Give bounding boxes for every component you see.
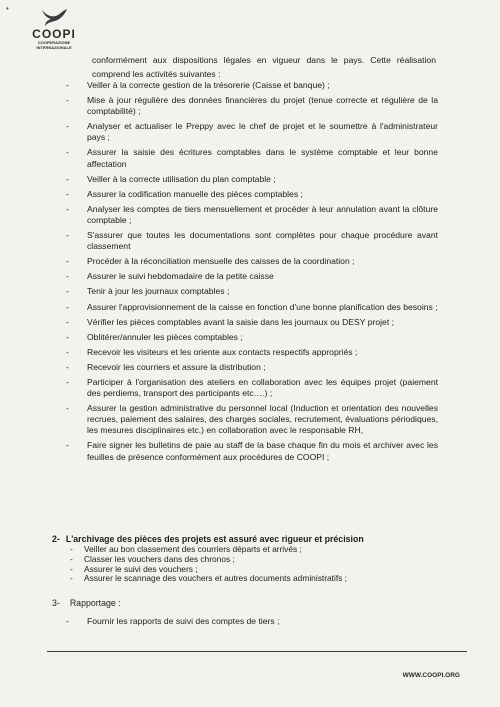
- bird-logo-icon: [39, 6, 69, 28]
- list-item-text: Vérifier les pièces comptables avant la saisie dans les journaux ou DESY projet ;: [87, 316, 394, 327]
- list-item: [66, 230, 438, 252]
- section-3-heading: [52, 598, 121, 608]
- dash-bullet: -: [70, 553, 73, 564]
- logo-tagline-1: COOPERAZIONE: [37, 40, 71, 45]
- list-item-text: Classer les vouchers dans des chronos ;: [84, 553, 235, 564]
- list-item-text: Fournir les rapports de suivi des comptes de tiers ;: [87, 616, 280, 626]
- list-item-text: Veiller au bon classement des courriers départs et arrivés ;: [84, 544, 302, 554]
- list-item: [66, 80, 438, 91]
- section-3-list: [66, 616, 426, 627]
- list-item-text: Analyser les comptes de tiers mensuellement et procéder à leur annulation avant la clôture comptable ;: [87, 203, 438, 225]
- list-item: [66, 377, 438, 399]
- stray-mark: •: [6, 4, 9, 13]
- section-3-title: Rapportage :: [69, 598, 121, 608]
- list-item: [66, 95, 438, 117]
- intro-paragraph: conformément aux dispositions légales en vigueur dans le pays. Cette réalisation comprend les activités suivantes :: [92, 55, 436, 79]
- list-item: [66, 147, 438, 169]
- dash-bullet: -: [66, 376, 69, 387]
- list-item-text: Assurer la codification manuelle des pièces comptables ;: [87, 188, 303, 199]
- dash-bullet: -: [66, 80, 69, 90]
- footer-url: WWW.COOPI.ORG: [402, 672, 460, 679]
- list-item-text: Assurer la gestion administrative du personnel local (Induction et orientation des nouvelles recrues, paiement des salaires, des charges sociales, recrutement, évaluations périodiques, les mesures disciplinaires etc.) en collaboration avec le responsable RH,: [87, 403, 438, 436]
- dash-bullet: -: [66, 173, 69, 184]
- dash-bullet: -: [66, 316, 69, 327]
- list-item-text: Assurer le scannage des vouchers et autres documents administratifs ;: [84, 573, 348, 584]
- list-item: [66, 616, 426, 627]
- list-item: [66, 189, 438, 200]
- list-item: [66, 347, 438, 358]
- dash-bullet: -: [70, 544, 73, 554]
- list-item-text: Faire signer les bulletins de paie au staff de la base chaque fin du mois et archiver avec les feuilles de présence conformément aux procédures de COOPI ;: [87, 440, 438, 462]
- list-item-text: Recevoir les courriers et assure la distribution ;: [87, 361, 266, 372]
- footer-divider: [47, 651, 467, 652]
- list-item-text: Assurer l'approvisionnement de la caisse en fonction d'une bonne planification des besoins ;: [87, 301, 438, 312]
- list-item: [66, 204, 438, 226]
- dash-bullet: -: [70, 573, 73, 584]
- dash-bullet: -: [66, 147, 69, 158]
- dash-bullet: -: [66, 346, 69, 357]
- dash-bullet: -: [66, 188, 69, 199]
- section-2-heading: [52, 534, 364, 544]
- list-item: [66, 286, 438, 297]
- list-item-text: Participer à l'organisation des ateliers en collaboration avec les équipes projet (paiement des perdiems, transport des participants etc.…) ;: [87, 376, 438, 399]
- dash-bullet: -: [66, 256, 69, 267]
- list-item-text: Mise à jour régulière des données financières du projet (tenue correcte et régulière de la comptabilité) ;: [87, 95, 438, 117]
- list-item: [66, 271, 438, 282]
- list-item: [66, 174, 438, 185]
- list-item: [66, 362, 438, 373]
- list-item-text: Procéder à la réconciliation mensuelle des caisses de la coordination ;: [87, 256, 355, 267]
- list-item-text: Recevoir les visiteurs et les oriente aux contacts respectifs appropriés ;: [87, 346, 358, 357]
- dash-bullet: -: [66, 286, 69, 297]
- list-item-text: Assurer le suivi hebdomadaire de la petite caisse: [87, 271, 274, 282]
- list-item-text: Assurer le suivi des vouchers ;: [84, 563, 198, 574]
- list-item-text: Veiller à la correcte utilisation du plan comptable ;: [87, 173, 276, 184]
- dash-bullet: -: [66, 271, 69, 282]
- list-item: [66, 302, 438, 313]
- dash-bullet: -: [66, 616, 69, 626]
- list-item: [70, 574, 430, 584]
- list-item: [66, 121, 438, 143]
- logo-tagline-2: INTERNAZIONALE: [36, 45, 72, 50]
- list-item-text: Analyser et actualiser le Preppy avec le chef de projet et le soumettre à l'administrateur pays ;: [87, 121, 438, 143]
- list-item: [66, 440, 438, 462]
- coopi-logo: [30, 6, 78, 50]
- list-item: [66, 317, 438, 328]
- dash-bullet: -: [66, 331, 69, 342]
- logo-name: COOPI: [32, 27, 76, 41]
- dash-bullet: -: [70, 563, 73, 574]
- list-item-text: S'assurer que toutes les documentations sont complètes pour chaque procédure avant classement: [87, 230, 438, 252]
- dash-bullet: -: [66, 121, 69, 132]
- section-2-list: [70, 545, 430, 584]
- list-item-text: Assurer la saisie des écritures comptables dans le système comptable et leur bonne affectation: [87, 147, 438, 169]
- list-item-text: Tenir à jour les journaux comptables ;: [87, 286, 230, 297]
- dash-bullet: -: [66, 440, 69, 451]
- dash-bullet: -: [66, 361, 69, 372]
- section-3-number: 3-: [52, 598, 60, 608]
- list-item: [66, 256, 438, 267]
- section-2-number: 2-: [52, 534, 60, 544]
- dash-bullet: -: [66, 230, 69, 241]
- section-2-title: L'archivage des pièces des projets est assuré avec rigueur et précision: [65, 534, 364, 544]
- activities-list: [66, 80, 438, 467]
- dash-bullet: -: [66, 95, 69, 106]
- dash-bullet: -: [66, 403, 69, 414]
- dash-bullet: -: [66, 203, 69, 214]
- list-item-text: Veiller à la correcte gestion de la trésorerie (Caisse et banque) ;: [87, 80, 330, 90]
- list-item-text: Oblitérer/annuler les pièces comptables ;: [87, 331, 243, 342]
- dash-bullet: -: [66, 301, 69, 312]
- list-item: [66, 403, 438, 436]
- list-item: [66, 332, 438, 343]
